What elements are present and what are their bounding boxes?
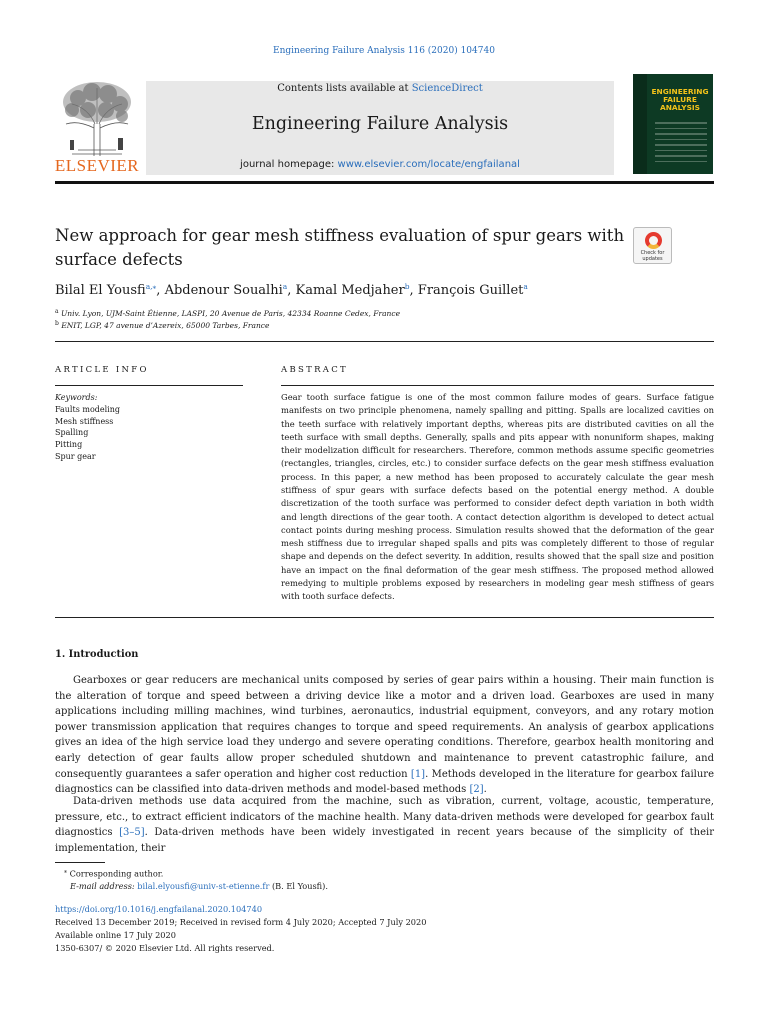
email-suffix: (B. El Yousfi). <box>269 881 328 891</box>
author-affiliation-mark[interactable]: a <box>523 282 528 291</box>
abstract-text: Gear tooth surface fatigue is one of the most common failure modes of gears. Surface fatigue manifests on two principle phenomena, namely spalling and pitting. Spalls are localized cavities on the teeth surface with relatively important depths, whereas pits are distributed cavities on all the teeth surface with small depths. Generally, spalls and pits appear with nonuniform shapes, making their modelization difficult for researchers. Therefore, common methods assume specific geometries (rectangles, triangles, circles, etc.) to consider surface defects on the gear mesh stiffness evaluation process. In this paper, a new method has been proposed to accurately calculate the gear mesh stiffness of spur gears with surface defects based on the potential energy method. A double discretization of the tooth surface was performed to consider defect depth variation in both width and length directions of the gear tooth. A contact detection algorithm is developed to detect actual contact points during meshing process. Simulation results showed that the deformation of the gear mesh stiffness due to irregular shaped spalls and pits was completely different to those of regular shape and depends on the defect severity. In addition, results showed that the spall size and position have an impact on the final deformation of the gear mesh stiffness. The proposed method allowed remedying to multiple problems exposed by researchers in modeling gear mesh stiffness of gears with tooth surface defects. <box>281 392 714 602</box>
sciencedirect-link[interactable]: ScienceDirect <box>411 83 483 94</box>
reference-link[interactable]: [1] <box>410 768 426 780</box>
available-online: Available online 17 July 2020 <box>55 930 176 940</box>
article-title: New approach for gear mesh stiffness evaluation of spur gears with surface defects <box>55 226 625 269</box>
affiliation-text: Univ. Lyon, UJM-Saint Étienne, LASPI, 20 Avenue de Paris, 42334 Roanne Cedex, France <box>60 309 401 318</box>
author-name[interactable]: Abdenour Soualhi <box>164 283 283 298</box>
affiliation-text: ENIT, LGP, 47 avenue d’Azereix, 65000 Tarbes, France <box>61 321 270 330</box>
header-rule <box>55 181 714 184</box>
contents-prefix: Contents lists available at <box>277 83 412 94</box>
author-separator: , <box>156 283 165 298</box>
homepage-prefix: journal homepage: <box>240 159 338 170</box>
crossmark-icon <box>645 232 662 249</box>
received-dates: Received 13 December 2019; Received in revised form 4 July 2020; Accepted 7 July 2020 <box>55 917 427 927</box>
footnote-mark: ⁎ <box>64 868 67 875</box>
keywords-block <box>55 392 120 463</box>
affiliation-mark: b <box>55 320 59 327</box>
abstract-bottom-rule <box>55 617 714 618</box>
reference-link[interactable]: [2] <box>469 784 484 796</box>
cover-strip <box>633 74 647 174</box>
keyword-item: Mesh stiffness <box>55 416 114 426</box>
journal-citation-link[interactable]: Engineering Failure Analysis 116 (2020) 104740 <box>273 46 495 56</box>
cover-title: ENGINEERING FAILURE ANALYSIS <box>651 87 709 112</box>
paragraph-text: . <box>483 784 487 796</box>
author-separator: , <box>287 283 296 298</box>
homepage-line <box>146 159 614 170</box>
crossmark-label: Check for updates <box>640 250 665 262</box>
email-note <box>70 881 328 891</box>
email-link[interactable]: bilal.elyousfi@univ-st-etienne.fr <box>137 881 270 891</box>
copyright: 1350-6307/ © 2020 Elsevier Ltd. All rights reserved. <box>55 943 275 953</box>
author-list <box>55 282 528 298</box>
author-name[interactable]: François Guillet <box>417 283 524 298</box>
author-affiliation-mark[interactable]: a <box>282 282 288 291</box>
article-info-heading: ARTICLE INFO <box>55 365 149 375</box>
affiliation-a <box>55 308 400 318</box>
intro-paragraph-2 <box>55 794 714 856</box>
introduction-heading: 1. Introduction <box>55 649 139 660</box>
author-affiliation-mark[interactable]: b <box>404 282 410 291</box>
elsevier-logo <box>52 80 142 176</box>
email-label: E-mail address: <box>70 881 135 891</box>
homepage-link[interactable]: www.elsevier.com/locate/engfailanal <box>337 159 520 170</box>
elsevier-wordmark: ELSEVIER <box>54 156 140 175</box>
keyword-item: Pitting <box>55 440 83 450</box>
elsevier-tree-icon <box>58 80 136 156</box>
author-separator: , <box>409 283 418 298</box>
journal-cover-image[interactable] <box>633 74 713 174</box>
paragraph-text: Data-driven methods use data acquired from the machine, such as vibration, current, voltage, acoustic, temperature, pressure, etc., to extract efficient indicators of the machine health. Many data-driven methods were developed for gearbox fault diagnostics <box>55 796 714 839</box>
paragraph-text: . Methods developed in the literature for gearbox failure diagnostics can be classified into data-driven methods and model-based methods <box>55 768 714 796</box>
doi-link[interactable]: https://doi.org/10.1016/j.engfailanal.2020.104740 <box>55 904 263 914</box>
reference-link[interactable]: [3–5] <box>119 827 145 839</box>
paragraph-text: Gearboxes or gear reducers are mechanical units composed by series of gear pairs within a housing. Their main function is the alteration of torque and speed between a driving device like a motor and a driven load. Gearboxes are used in many applications including milling machines, wind turbines, aeronautics, industrial equipment, conveyors, and any rotary motion power transmission application that requires changes to torque and speed requirements. An analysis of gearbox applications gives an idea of the high service load they undergo and severe operating conditions. Therefore, gearbox health monitoring and early detection of gear faults allow proper scheduled shutdown and maintenance to prevent catastrophic failure, and consequently guarantees a safer operation and higher cost reduction <box>55 675 714 780</box>
author-affiliation-mark[interactable]: a,⁎ <box>145 282 157 291</box>
article-info-rule <box>55 385 243 386</box>
journal-title: Engineering Failure Analysis <box>251 114 509 134</box>
affiliation-mark: a <box>55 308 59 315</box>
footnote-rule <box>55 862 105 863</box>
intro-paragraph-1 <box>55 673 714 798</box>
contents-line <box>146 83 614 94</box>
author-name[interactable]: Bilal El Yousfi <box>55 283 146 298</box>
check-for-updates-button[interactable] <box>633 227 672 264</box>
abstract-heading: ABSTRACT <box>281 365 348 375</box>
author-name[interactable]: Kamal Medjaher <box>295 283 405 298</box>
journal-header-band <box>146 81 614 175</box>
footnote-text: Corresponding author. <box>69 868 164 879</box>
keyword-item: Faults modeling <box>55 404 120 414</box>
keywords-label: Keywords: <box>55 393 98 402</box>
cover-decoration <box>655 122 707 166</box>
corresponding-author-note <box>64 868 163 879</box>
paragraph-text: . Data-driven methods have been widely investigated in recent years because of the simplicity of their implementation, their <box>55 827 714 854</box>
abstract-rule <box>281 385 714 386</box>
affiliation-b <box>55 320 269 330</box>
keyword-item: Spalling <box>55 428 89 438</box>
keyword-item: Spur gear <box>55 451 96 461</box>
affiliation-rule <box>55 341 714 342</box>
